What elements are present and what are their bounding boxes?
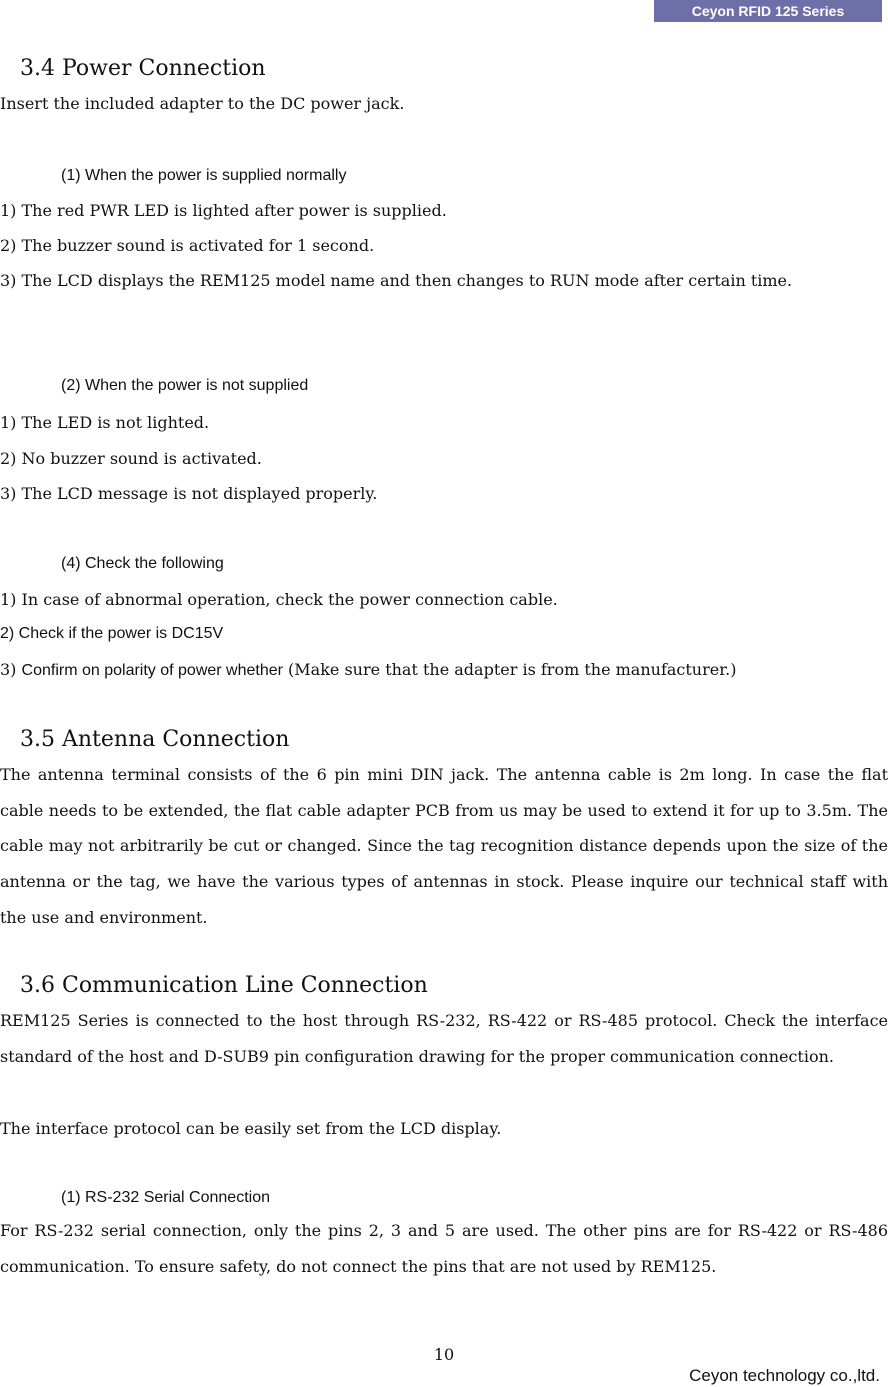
check-item-3-rest: (Make sure that the adapter is from the manufacturer.) bbox=[282, 660, 737, 679]
check-item-1: 1) In case of abnormal operation, check the power connection cable. bbox=[0, 590, 558, 609]
communication-protocol-note: The interface protocol can be easily set from the LCD display. bbox=[0, 1119, 502, 1138]
check-item-3-prefix: 3) bbox=[0, 660, 22, 679]
normal-item-1: 1) The red PWR LED is lighted after power is supplied. bbox=[0, 201, 447, 220]
section-3-6-title: 3.6 Communication Line Connection bbox=[20, 973, 428, 998]
normal-power-heading: (1) When the power is supplied normally bbox=[61, 167, 347, 184]
check-item-3 bbox=[0, 660, 736, 680]
no-power-item-3: 3) The LCD message is not displayed properly. bbox=[0, 484, 378, 503]
no-power-item-1: 1) The LED is not lighted. bbox=[0, 413, 210, 432]
normal-item-2: 2) The buzzer sound is activated for 1 second. bbox=[0, 236, 375, 255]
communication-paragraph: REM125 Series is connected to the host through RS-232, RS-422 or RS-485 protocol. Check the interface standard of the host and D-SUB9 pin configuration drawing for the proper communication connection. bbox=[0, 1011, 888, 1066]
check-heading: (4) Check the following bbox=[61, 555, 224, 572]
page-number: 10 bbox=[433, 1345, 455, 1364]
rs232-paragraph: For RS-232 serial connection, only the pins 2, 3 and 5 are used. The other pins are for RS-422 or RS-486 communication. To ensure safety, do not connect the pins that are not used by REM125. bbox=[0, 1221, 888, 1276]
company-name: Ceyon technology co.,ltd. bbox=[689, 1366, 880, 1385]
check-item-2: 2) Check if the power is DC15V bbox=[0, 625, 224, 642]
rs232-heading: (1) RS-232 Serial Connection bbox=[61, 1189, 270, 1206]
no-power-item-2: 2) No buzzer sound is activated. bbox=[0, 449, 262, 468]
series-badge: Ceyon RFID 125 Series bbox=[654, 0, 882, 22]
section-3-5-title: 3.5 Antenna Connection bbox=[20, 727, 290, 752]
power-intro: Insert the included adapter to the DC power jack. bbox=[0, 94, 405, 113]
no-power-heading: (2) When the power is not supplied bbox=[61, 377, 309, 394]
section-3-4-title: 3.4 Power Connection bbox=[20, 56, 266, 81]
normal-item-3: 3) The LCD displays the REM125 model name and then changes to RUN mode after certain time. bbox=[0, 271, 793, 290]
antenna-paragraph: The antenna terminal consists of the 6 pin mini DIN jack. The antenna cable is 2m long. In case the flat cable needs to be extended, the flat cable adapter PCB from us may be used to extend it for up to 3.5m. The cable may not arbitrarily be cut or changed. Since the tag recognition distance depends upon the size of the antenna or the tag, we have the various types of antennas in stock. Please inquire our technical staff with the use and environment. bbox=[0, 765, 888, 927]
check-item-3-emphasis: Confirm on polarity of power whether bbox=[21, 662, 283, 679]
